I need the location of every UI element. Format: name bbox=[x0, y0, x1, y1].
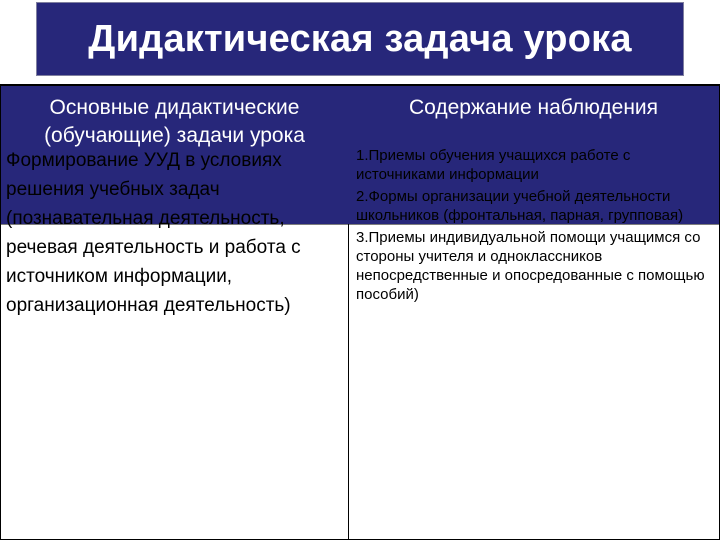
slide-title: Дидактическая задача урока bbox=[36, 2, 684, 76]
column-divider bbox=[348, 224, 349, 540]
header-cell-observation: Содержание наблюдения bbox=[408, 96, 659, 119]
observation-item-1: 1.Приемы обучения учащихся работе с источниками информации bbox=[356, 147, 631, 183]
observation-item-3: 3.Приемы индивидуальной помощи учащимся со стороны учителя и одноклассников непосредственные и опосредованные с помощью пособий) bbox=[356, 229, 705, 303]
body-cell-observation bbox=[356, 146, 714, 307]
body-cell-objectives: Формирование УУД в условиях решения учебных задач (познавательная деятельность, речевая деятельность и работа с источником информации, организационная деятельность) bbox=[6, 150, 301, 316]
observation-list bbox=[356, 146, 714, 304]
header-cell-objectives: Основные дидактические (обучающие) задачи урока bbox=[44, 96, 305, 147]
observation-item-2: 2.Формы организации учебной деятельности школьников (фронтальная, парная, групповая) bbox=[356, 188, 684, 224]
